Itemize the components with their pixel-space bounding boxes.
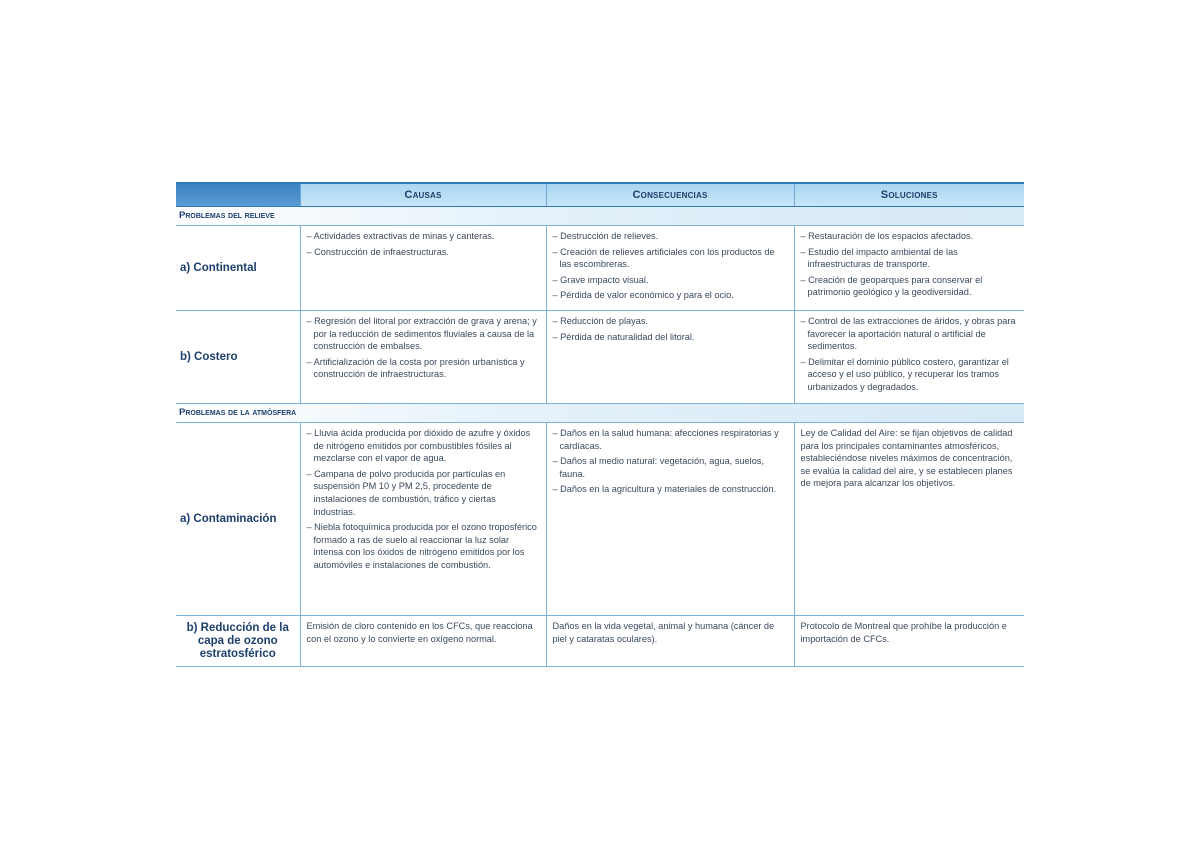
table-row-continental <box>176 226 1024 311</box>
list-item: – Delimitar el dominio público costero, garantizar el acceso y el uso público, y recuperar los tramos urbanizados y degradados. <box>800 356 1009 392</box>
cell-consecuencias-costero <box>546 311 794 404</box>
cell-causas-contaminacion <box>300 423 546 616</box>
list-item: – Niebla fotoquímica producida por el ozono troposférico formado a ras de suelo al reaccionar la luz solar intensa con los óxidos de nitrógeno emitidos por los automóviles e instalaciones de combustión. <box>306 522 537 570</box>
section-row-relieve <box>176 207 1024 226</box>
list-item: – Lluvia ácida producida por dióxido de azufre y óxidos de nitrógeno emitidos por combustibles fósiles al mezclarse con el vapor de agua. <box>306 428 531 464</box>
list-item: – Daños en la salud humana: afecciones respiratorias y cardíacas. <box>552 428 779 451</box>
list-item: – Actividades extractivas de minas y canteras. <box>306 231 495 241</box>
list-item: – Campana de polvo producida por partículas en suspensión PM 10 y PM 2,5, procedente de instalaciones de combustión, tráfico y ciertas industrias. <box>306 468 506 517</box>
row-label-contaminacion: a) Contaminación <box>176 423 300 616</box>
list-item: – Destrucción de relieves. <box>552 231 659 241</box>
list-item: – Daños al medio natural: vegetación, agua, suelos, fauna. <box>552 456 764 479</box>
cell-soluciones-costero <box>794 311 1024 404</box>
section-row-atmosfera <box>176 404 1024 423</box>
table-row-contaminacion <box>176 423 1024 616</box>
cell-causas-costero <box>300 311 546 404</box>
cell-causas-ozono <box>300 616 546 667</box>
list-item: – Daños en la agricultura y materiales de construcción. <box>552 484 777 495</box>
table-row-costero <box>176 311 1024 404</box>
table-row-ozono <box>176 616 1024 667</box>
header-soluciones: Soluciones <box>794 183 1024 207</box>
paragraph: Daños en la vida vegetal, animal y humana (cáncer de piel y cataratas oculares). <box>552 621 775 644</box>
header-causas: Causas <box>300 183 546 207</box>
header-row <box>176 183 1024 207</box>
list-item: – Pérdida de valor económico y para el ocio. <box>552 290 734 301</box>
cell-consecuencias-continental <box>546 226 794 311</box>
list-item: – Artificialización de la costa por presión urbanística y construcción de infraestructuras. <box>306 356 525 380</box>
list-item: – Grave impacto visual. <box>552 274 649 285</box>
header-corner <box>176 183 300 207</box>
cell-soluciones-continental <box>794 226 1024 311</box>
row-label-costero: b) Costero <box>176 311 300 404</box>
paragraph: Ley de Calidad del Aire: se fijan objetivos de calidad para los principales contaminantes atmosféricos, estableciéndose niveles máximos de concentración, se evalúa la calidad del aire, y se establecen planes de mejora para alcanzar los objetivos. <box>800 428 1013 489</box>
environmental-problems-table <box>176 182 1024 667</box>
list-item: – Restauración de los espacios afectados. <box>800 231 974 241</box>
list-item: – Creación de geoparques para conservar el patrimonio geológico y la geodiversidad. <box>800 274 983 298</box>
paragraph: Protocolo de Montreal que prohíbe la producción e importación de CFCs. <box>800 621 1007 644</box>
row-label-ozono: b) Reducción de la capa de ozono estratosférico <box>176 616 300 667</box>
list-item: – Reducción de playas. <box>552 316 649 326</box>
list-item: – Construcción de infraestructuras. <box>306 246 449 257</box>
list-item: – Control de las extracciones de áridos, y obras para favorecer la aportación natural o artificial de sedimentos. <box>800 316 1016 352</box>
row-label-continental: a) Continental <box>176 226 300 311</box>
section-title-atmosfera: Problemas de la atmósfera <box>176 404 1024 423</box>
cell-consecuencias-ozono <box>546 616 794 667</box>
section-title-relieve: Problemas del relieve <box>176 207 1024 226</box>
list-item: – Creación de relieves artificiales con los productos de las escombreras. <box>552 246 775 270</box>
cell-consecuencias-contaminacion <box>546 423 794 616</box>
list-item: – Regresión del litoral por extracción de grava y arena; y por la reducción de sedimentos fluviales a causa de la construcción de embalses. <box>306 316 537 352</box>
header-consecuencias: Consecuencias <box>546 183 794 207</box>
list-item: – Pérdida de naturalidad del litoral. <box>552 331 695 342</box>
cell-soluciones-contaminacion <box>794 423 1024 616</box>
list-item: – Estudio del impacto ambiental de las infraestructuras de transporte. <box>800 246 958 270</box>
paragraph: Emisión de cloro contenido en los CFCs, que reacciona con el ozono y lo convierte en oxígeno normal. <box>306 621 533 644</box>
cell-soluciones-ozono <box>794 616 1024 667</box>
cell-causas-continental <box>300 226 546 311</box>
